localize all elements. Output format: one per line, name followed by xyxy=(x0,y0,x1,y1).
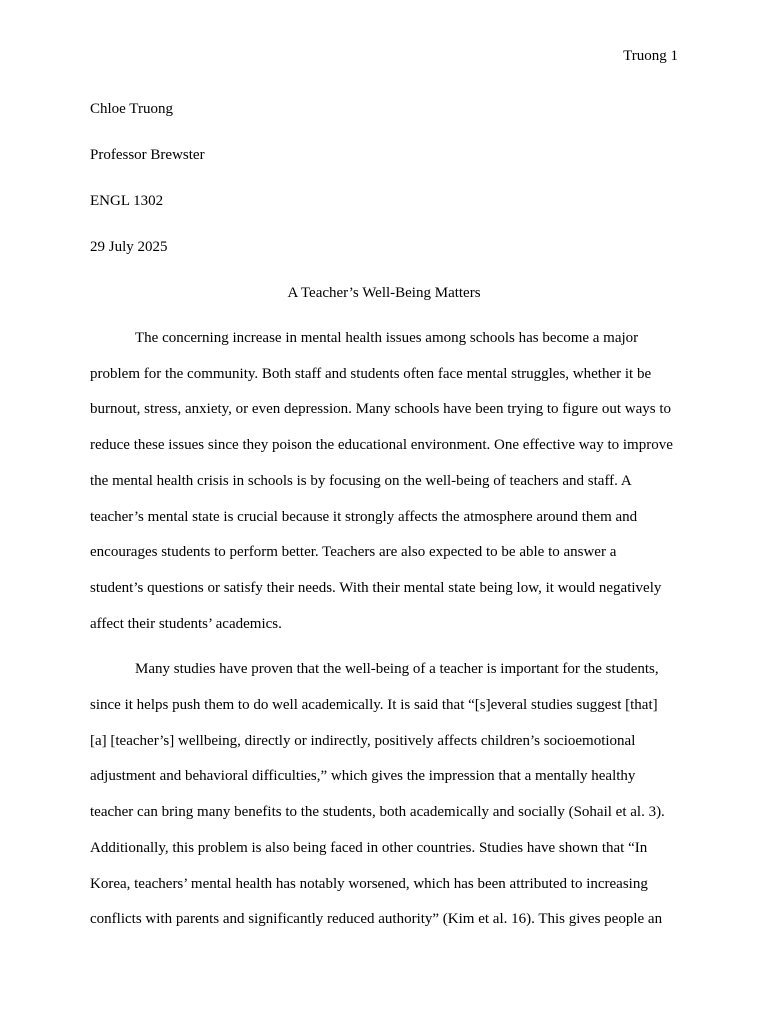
instructor-name: Professor Brewster xyxy=(90,147,205,163)
author-name: Chloe Truong xyxy=(90,101,173,117)
submission-date: 29 July 2025 xyxy=(90,239,168,255)
document-body xyxy=(90,86,678,948)
running-head: Truong 1 xyxy=(623,48,678,64)
course-name: ENGL 1302 xyxy=(90,193,164,209)
body-paragraph-2: Many studies have proven that the well-being of a teacher is important for the students, since it helps push them to do well academically. It is said that “[s]everal studies suggest [that] [a] [teacher’s] wellbeing, directly or indirectly, positively affects children’s socioemotional adjustment and behavioral difficulties,” which gives the impression that a mentally healthy teacher can bring many benefits to the students, both academically and socially (Sohail et al. 3). Additionally, this problem is also being faced in other countries. Studies have shown that “In Korea, teachers’ mental health has notably worsened, which has been attributed to increasing conflicts with parents and significantly reduced authority” (Kim et al. 16). This gives people an xyxy=(90,661,665,928)
body-paragraph-1: The concerning increase in mental health issues among schools has become a major problem for the community. Both staff and students often face mental struggles, whether it be burnout, stress, anxiety, or even depression. Many schools have been trying to figure out ways to reduce these issues since they poison the educational environment. One effective way to improve the mental health crisis in schools is by focusing on the well-being of teachers and staff. A teacher’s mental state is crucial because it strongly affects the atmosphere around them and encourages students to perform better. Teachers are also expected to be able to answer a student’s questions or satisfy their needs. With their mental state being low, it would negatively affect their students’ academics. xyxy=(90,330,673,632)
paper-title: A Teacher’s Well-Being Matters xyxy=(287,285,481,301)
